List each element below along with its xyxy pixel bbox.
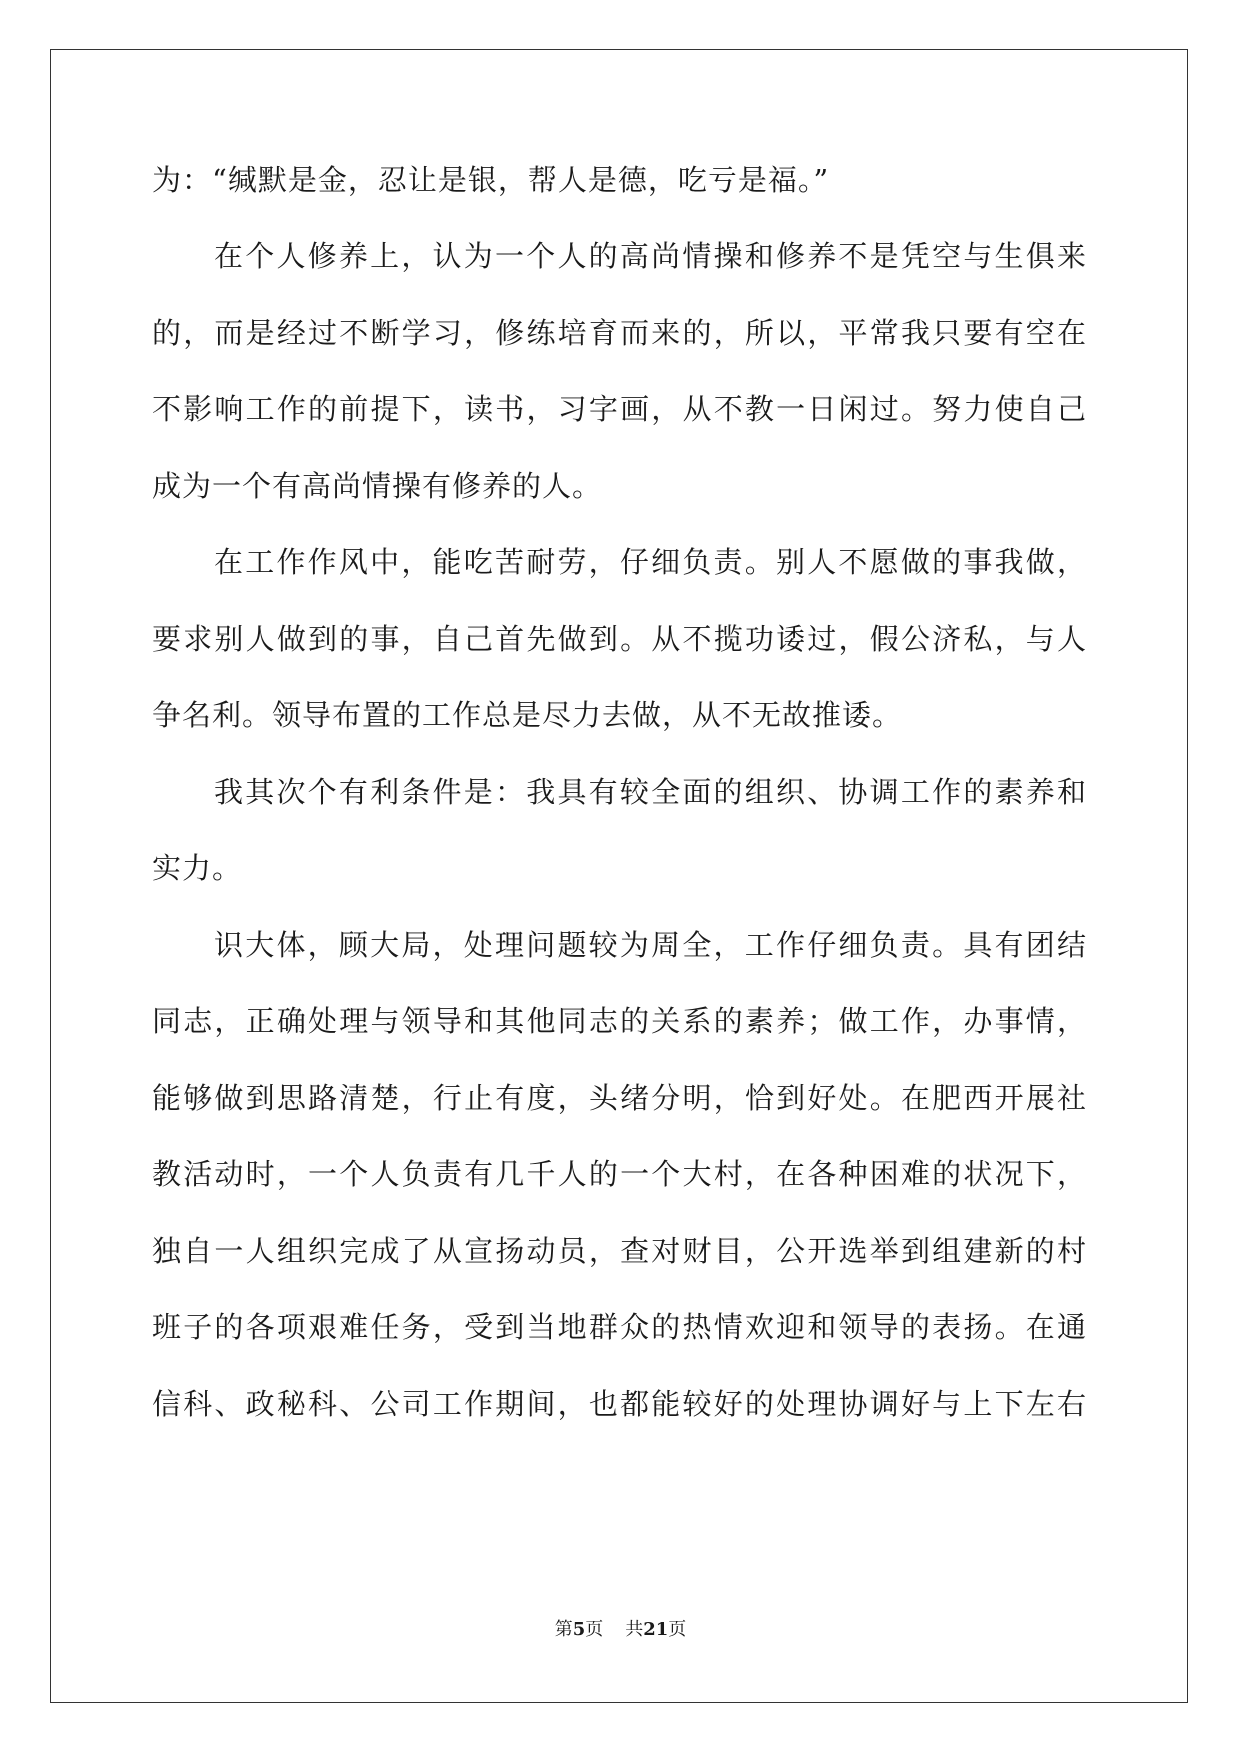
text-line: 我其次个有利条件是：我具有较全面的组织、协调工作的素养和 xyxy=(214,775,1087,809)
text-line: 信科、政秘科、公司工作期间，也都能较好的处理协调好与上下左右 xyxy=(152,1387,1087,1421)
page-suffix: 页 xyxy=(585,1619,604,1640)
text-line: 实力。 xyxy=(152,851,243,885)
text-line: 教活动时，一个人负责有几千人的一个大村，在各种困难的状况下， xyxy=(152,1157,1087,1191)
text-line: 成为一个有高尚情操有修养的人。 xyxy=(152,469,603,503)
text-line: 不影响工作的前提下，读书，习字画，从不教一日闲过。努力使自己 xyxy=(152,392,1087,426)
page-prefix: 第 xyxy=(554,1619,573,1640)
total-suffix: 页 xyxy=(668,1619,687,1640)
total-prefix: 共 xyxy=(625,1619,644,1640)
total-pages: 21 xyxy=(643,1619,669,1640)
text-line: 能够做到思路清楚，行止有度，头绪分明，恰到好处。在肥西开展社 xyxy=(152,1081,1087,1115)
text-line: 独自一人组织完成了从宣扬动员，查对财目，公开选举到组建新的村 xyxy=(152,1234,1087,1268)
page-footer xyxy=(0,1618,1241,1642)
text-line: 的，而是经过不断学习，修练培育而来的，所以，平常我只要有空在 xyxy=(152,316,1087,350)
text-line: 同志，正确处理与领导和其他同志的关系的素养；做工作，办事情， xyxy=(152,1004,1087,1038)
text-line: 要求别人做到的事，自己首先做到。从不揽功诿过，假公济私，与人 xyxy=(152,622,1087,656)
text-line: 为：“缄默是金，忍让是银，帮人是德，吃亏是福。” xyxy=(152,163,830,197)
text-line: 争名利。领导布置的工作总是尽力去做，从不无故推诿。 xyxy=(152,698,903,732)
text-line: 在工作作风中，能吃苦耐劳，仔细负责。别人不愿做的事我做， xyxy=(214,545,1087,579)
text-line: 班子的各项艰难任务，受到当地群众的热情欢迎和领导的表扬。在通 xyxy=(152,1310,1087,1344)
page-number: 5 xyxy=(572,1619,586,1640)
text-line: 识大体，顾大局，处理问题较为周全，工作仔细负责。具有团结 xyxy=(214,928,1087,962)
text-line: 在个人修养上，认为一个人的高尚情操和修养不是凭空与生俱来 xyxy=(214,239,1087,273)
